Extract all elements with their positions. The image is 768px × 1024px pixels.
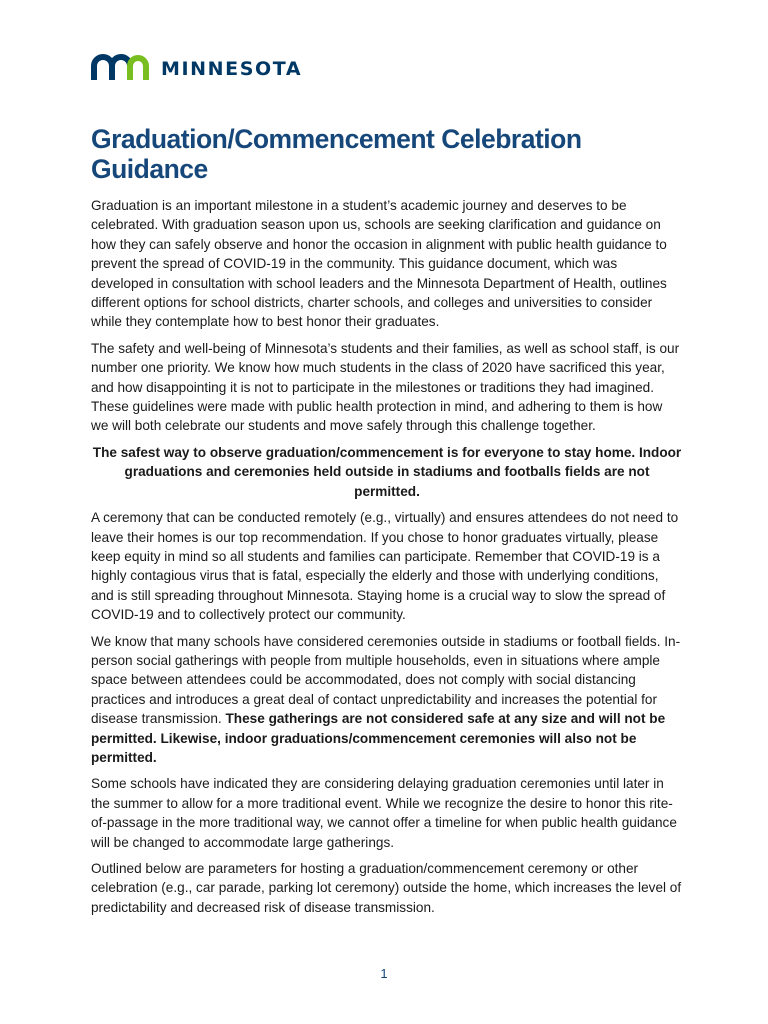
- page-title: Graduation/Commencement Celebration Guidance: [91, 124, 582, 184]
- minnesota-mark-icon: [91, 54, 149, 80]
- document-body: [91, 196, 683, 924]
- paragraph-safety: The safety and well-being of Minnesota’s students and their families, as well as school staff, is our number one priority. We know how much students in the class of 2020 have sacrificed this year, and how disappointing it is not to participate in the milestones or traditions they had imagined. These guidelines were made with public health protection in mind, and adhering to them is how we will both celebrate our students and move safely through this challenge together.: [91, 340, 680, 434]
- paragraph-parameters: Outlined below are parameters for hosting a graduation/commencement ceremony or other celebration (e.g., car parade, parking lot ceremony) outside the home, which increases the level of predictability and decreased risk of disease transmission.: [91, 861, 682, 915]
- paragraph-stadiums-text: We know that many schools have considered ceremonies outside in stadiums or football fields. In-person social gatherings with people from multiple households, even in situations where ample space between attendees could be accommodated, does not comply with social distancing practices and introduces a great deal of contact unpredictability and increases the potential for disease transmission.: [91, 633, 681, 727]
- callout-stay-home: The safest way to observe graduation/commencement is for everyone to stay home. Indoor graduations and ceremonies held outside in stadiums and footballs fields are not permitted.: [92, 444, 682, 499]
- paragraph-stadiums-emphasis: These gatherings are not considered safe at any size and will not be permitted. Likewise, indoor graduations/commencement ceremonies will also not be permitted.: [91, 711, 666, 765]
- logo-wordmark: MINNESOTA: [161, 57, 303, 80]
- paragraph-stadiums: [91, 632, 683, 768]
- paragraph-intro: Graduation is an important milestone in a student’s academic journey and deserves to be celebrated. With graduation season upon us, schools are seeking clarification and guidance on how they can safely observe and honor the occasion in alignment with public health guidance to prevent the spread of COVID-19 in the community. This guidance document, which was developed in consultation with school leaders and the Minnesota Department of Health, outlines different options for school districts, charter schools, and colleges and universities to consider while they contemplate how to best honor their graduates.: [91, 198, 667, 330]
- page-number: 1: [380, 966, 388, 981]
- paragraph-delay: Some schools have indicated they are considering delaying graduation ceremonies until later in the summer to allow for a more traditional event. While we recognize the desire to honor this rite-of-passage in the more traditional way, we cannot offer a timeline for when public health guidance will be changed to accommodate large gatherings.: [91, 776, 677, 850]
- paragraph-remote-ceremony: A ceremony that can be conducted remotely (e.g., virtually) and ensures attendees do not need to leave their homes is our top recommendation. If you chose to honor graduates virtually, please keep equity in mind so all students and families can participate. Remember that COVID-19 is a highly contagious virus that is fatal, especially the elderly and those with underlying conditions, and is still spreading throughout Minnesota. Staying home is a crucial way to slow the spread of COVID-19 and to collectively protect our community.: [91, 510, 679, 623]
- minnesota-logo: [91, 52, 302, 82]
